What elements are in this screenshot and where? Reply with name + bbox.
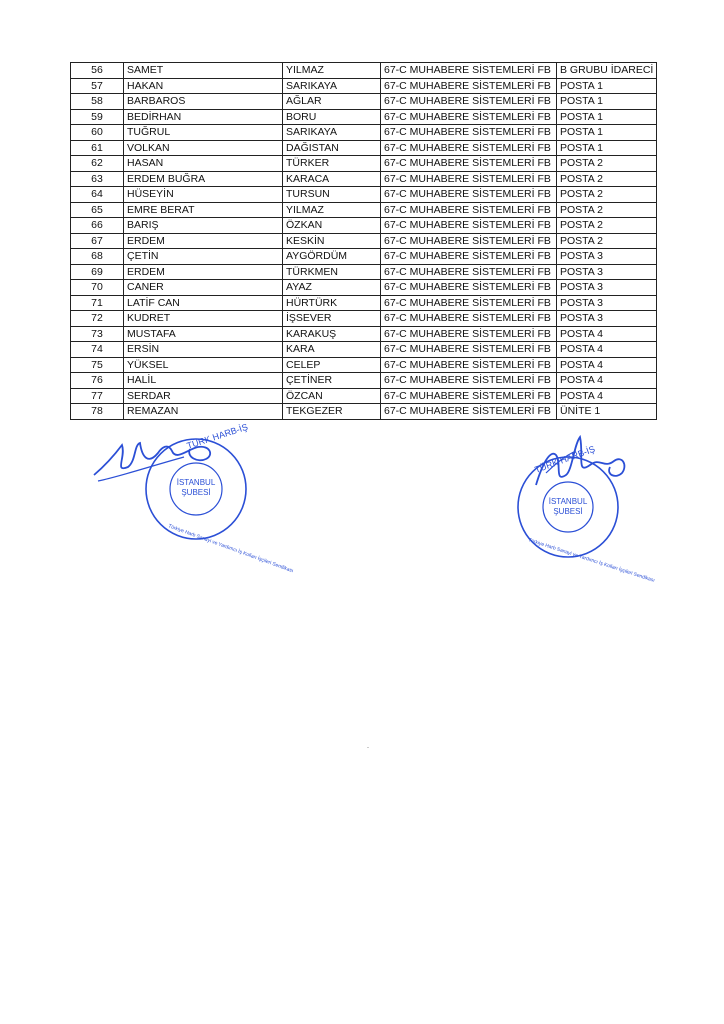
table-row <box>71 357 657 373</box>
last-name-cell: AĞLAR <box>283 94 381 110</box>
department-cell: 67-C MUHABERE SİSTEMLERİ FB <box>381 140 557 156</box>
row-number-cell: 69 <box>71 264 124 280</box>
union-stamp-left <box>88 421 295 575</box>
assignment-cell: POSTA 3 <box>557 249 657 265</box>
first-name-cell: KUDRET <box>124 311 283 327</box>
row-number-cell: 76 <box>71 373 124 389</box>
last-name-cell: YILMAZ <box>283 202 381 218</box>
department-cell: 67-C MUHABERE SİSTEMLERİ FB <box>381 249 557 265</box>
assignment-cell: POSTA 2 <box>557 156 657 172</box>
department-cell: 67-C MUHABERE SİSTEMLERİ FB <box>381 388 557 404</box>
first-name-cell: SAMET <box>124 63 283 79</box>
department-cell: 67-C MUHABERE SİSTEMLERİ FB <box>381 357 557 373</box>
assignment-cell: POSTA 2 <box>557 218 657 234</box>
department-cell: 67-C MUHABERE SİSTEMLERİ FB <box>381 264 557 280</box>
row-number-cell: 68 <box>71 249 124 265</box>
row-number-cell: 60 <box>71 125 124 141</box>
last-name-cell: ÇETİNER <box>283 373 381 389</box>
table-row <box>71 94 657 110</box>
assignment-cell: POSTA 4 <box>557 357 657 373</box>
stamp-left-center-1: İSTANBUL <box>176 478 216 487</box>
row-number-cell: 72 <box>71 311 124 327</box>
assignment-cell: POSTA 1 <box>557 78 657 94</box>
last-name-cell: ÖZCAN <box>283 388 381 404</box>
first-name-cell: REMAZAN <box>124 404 283 420</box>
assignment-cell: ÜNİTE 1 <box>557 404 657 420</box>
department-cell: 67-C MUHABERE SİSTEMLERİ FB <box>381 373 557 389</box>
department-cell: 67-C MUHABERE SİSTEMLERİ FB <box>381 233 557 249</box>
last-name-cell: SARIKAYA <box>283 78 381 94</box>
row-number-cell: 64 <box>71 187 124 203</box>
row-number-cell: 58 <box>71 94 124 110</box>
table-row <box>71 78 657 94</box>
assignment-cell: POSTA 1 <box>557 109 657 125</box>
assignment-cell: POSTA 1 <box>557 94 657 110</box>
table-row <box>71 187 657 203</box>
stamp-right-arc-bottom: Türkiye Harb Sanayi ve Yardımcı İş Kolları İşçileri Sendikası <box>527 537 656 584</box>
table-row <box>71 388 657 404</box>
department-cell: 67-C MUHABERE SİSTEMLERİ FB <box>381 109 557 125</box>
department-cell: 67-C MUHABERE SİSTEMLERİ FB <box>381 280 557 296</box>
first-name-cell: SERDAR <box>124 388 283 404</box>
department-cell: 67-C MUHABERE SİSTEMLERİ FB <box>381 326 557 342</box>
first-name-cell: EMRE BERAT <box>124 202 283 218</box>
table-row <box>71 311 657 327</box>
stamp-right-center-1: İSTANBUL <box>548 497 588 506</box>
table-row <box>71 280 657 296</box>
last-name-cell: KESKİN <box>283 233 381 249</box>
stamp-left-center-2: ŞUBESİ <box>181 488 211 497</box>
stamp-left-arc-top: TÜRK HARB-İŞ <box>185 421 250 451</box>
table-row <box>71 63 657 79</box>
stamp-right-arc-top: TÜRK HARB-İŞ <box>533 443 597 475</box>
last-name-cell: ÖZKAN <box>283 218 381 234</box>
row-number-cell: 73 <box>71 326 124 342</box>
assignment-cell: POSTA 4 <box>557 373 657 389</box>
last-name-cell: BORU <box>283 109 381 125</box>
department-cell: 67-C MUHABERE SİSTEMLERİ FB <box>381 125 557 141</box>
assignment-cell: POSTA 1 <box>557 140 657 156</box>
table-row <box>71 264 657 280</box>
assignment-cell: POSTA 4 <box>557 342 657 358</box>
first-name-cell: BARBAROS <box>124 94 283 110</box>
first-name-cell: ERDEM <box>124 233 283 249</box>
assignment-cell: POSTA 4 <box>557 326 657 342</box>
table-row <box>71 140 657 156</box>
department-cell: 67-C MUHABERE SİSTEMLERİ FB <box>381 187 557 203</box>
table-row <box>71 156 657 172</box>
table-row <box>71 125 657 141</box>
department-cell: 67-C MUHABERE SİSTEMLERİ FB <box>381 94 557 110</box>
last-name-cell: KARA <box>283 342 381 358</box>
first-name-cell: HASAN <box>124 156 283 172</box>
first-name-cell: YÜKSEL <box>124 357 283 373</box>
first-name-cell: LATİF CAN <box>124 295 283 311</box>
department-cell: 67-C MUHABERE SİSTEMLERİ FB <box>381 78 557 94</box>
last-name-cell: KARAKUŞ <box>283 326 381 342</box>
row-number-cell: 67 <box>71 233 124 249</box>
table-row <box>71 109 657 125</box>
table-row <box>71 295 657 311</box>
row-number-cell: 62 <box>71 156 124 172</box>
assignment-cell: POSTA 3 <box>557 295 657 311</box>
first-name-cell: BEDİRHAN <box>124 109 283 125</box>
table-row <box>71 373 657 389</box>
first-name-cell: CANER <box>124 280 283 296</box>
last-name-cell: HÜRTÜRK <box>283 295 381 311</box>
assignment-cell: POSTA 4 <box>557 388 657 404</box>
stamp-right-center-2: ŞUBESİ <box>553 507 583 516</box>
table-row <box>71 249 657 265</box>
first-name-cell: ERDEM <box>124 264 283 280</box>
first-name-cell: ERSİN <box>124 342 283 358</box>
row-number-cell: 74 <box>71 342 124 358</box>
department-cell: 67-C MUHABERE SİSTEMLERİ FB <box>381 404 557 420</box>
row-number-cell: 66 <box>71 218 124 234</box>
row-number-cell: 77 <box>71 388 124 404</box>
union-stamp-right <box>506 425 656 584</box>
assignment-cell: POSTA 3 <box>557 264 657 280</box>
department-cell: 67-C MUHABERE SİSTEMLERİ FB <box>381 63 557 79</box>
first-name-cell: HAKAN <box>124 78 283 94</box>
department-cell: 67-C MUHABERE SİSTEMLERİ FB <box>381 295 557 311</box>
first-name-cell: HALİL <box>124 373 283 389</box>
last-name-cell: İŞSEVER <box>283 311 381 327</box>
assignment-cell: POSTA 2 <box>557 187 657 203</box>
last-name-cell: YILMAZ <box>283 63 381 79</box>
last-name-cell: KARACA <box>283 171 381 187</box>
row-number-cell: 63 <box>71 171 124 187</box>
first-name-cell: VOLKAN <box>124 140 283 156</box>
table-row <box>71 404 657 420</box>
last-name-cell: SARIKAYA <box>283 125 381 141</box>
row-number-cell: 75 <box>71 357 124 373</box>
first-name-cell: ÇETİN <box>124 249 283 265</box>
first-name-cell: TUĞRUL <box>124 125 283 141</box>
assignment-cell: B GRUBU İDARECİ <box>557 63 657 79</box>
assignment-cell: POSTA 2 <box>557 202 657 218</box>
last-name-cell: CELEP <box>283 357 381 373</box>
last-name-cell: AYGÖRDÜM <box>283 249 381 265</box>
last-name-cell: TEKGEZER <box>283 404 381 420</box>
first-name-cell: HÜSEYİN <box>124 187 283 203</box>
table-row <box>71 342 657 358</box>
assignment-cell: POSTA 3 <box>557 280 657 296</box>
assignment-cell: POSTA 2 <box>557 171 657 187</box>
last-name-cell: AYAZ <box>283 280 381 296</box>
department-cell: 67-C MUHABERE SİSTEMLERİ FB <box>381 342 557 358</box>
first-name-cell: ERDEM BUĞRA <box>124 171 283 187</box>
table-row <box>71 326 657 342</box>
first-name-cell: MUSTAFA <box>124 326 283 342</box>
last-name-cell: TÜRKER <box>283 156 381 172</box>
personnel-table <box>70 62 657 420</box>
department-cell: 67-C MUHABERE SİSTEMLERİ FB <box>381 218 557 234</box>
scan-speck <box>367 747 369 748</box>
assignment-cell: POSTA 2 <box>557 233 657 249</box>
first-name-cell: BARIŞ <box>124 218 283 234</box>
assignment-cell: POSTA 1 <box>557 125 657 141</box>
table-row <box>71 171 657 187</box>
department-cell: 67-C MUHABERE SİSTEMLERİ FB <box>381 311 557 327</box>
row-number-cell: 70 <box>71 280 124 296</box>
row-number-cell: 56 <box>71 63 124 79</box>
stamp-left-arc-bottom: Türkiye Harb Sanayi ve Yardımcı İş Kolları İşçileri Sendikası <box>167 523 295 575</box>
department-cell: 67-C MUHABERE SİSTEMLERİ FB <box>381 171 557 187</box>
assignment-cell: POSTA 3 <box>557 311 657 327</box>
row-number-cell: 59 <box>71 109 124 125</box>
last-name-cell: TURSUN <box>283 187 381 203</box>
department-cell: 67-C MUHABERE SİSTEMLERİ FB <box>381 156 557 172</box>
table-row <box>71 218 657 234</box>
row-number-cell: 65 <box>71 202 124 218</box>
row-number-cell: 78 <box>71 404 124 420</box>
row-number-cell: 57 <box>71 78 124 94</box>
last-name-cell: DAĞISTAN <box>283 140 381 156</box>
row-number-cell: 71 <box>71 295 124 311</box>
table-row <box>71 202 657 218</box>
table-row <box>71 233 657 249</box>
row-number-cell: 61 <box>71 140 124 156</box>
personnel-table-body <box>71 63 657 420</box>
last-name-cell: TÜRKMEN <box>283 264 381 280</box>
department-cell: 67-C MUHABERE SİSTEMLERİ FB <box>381 202 557 218</box>
